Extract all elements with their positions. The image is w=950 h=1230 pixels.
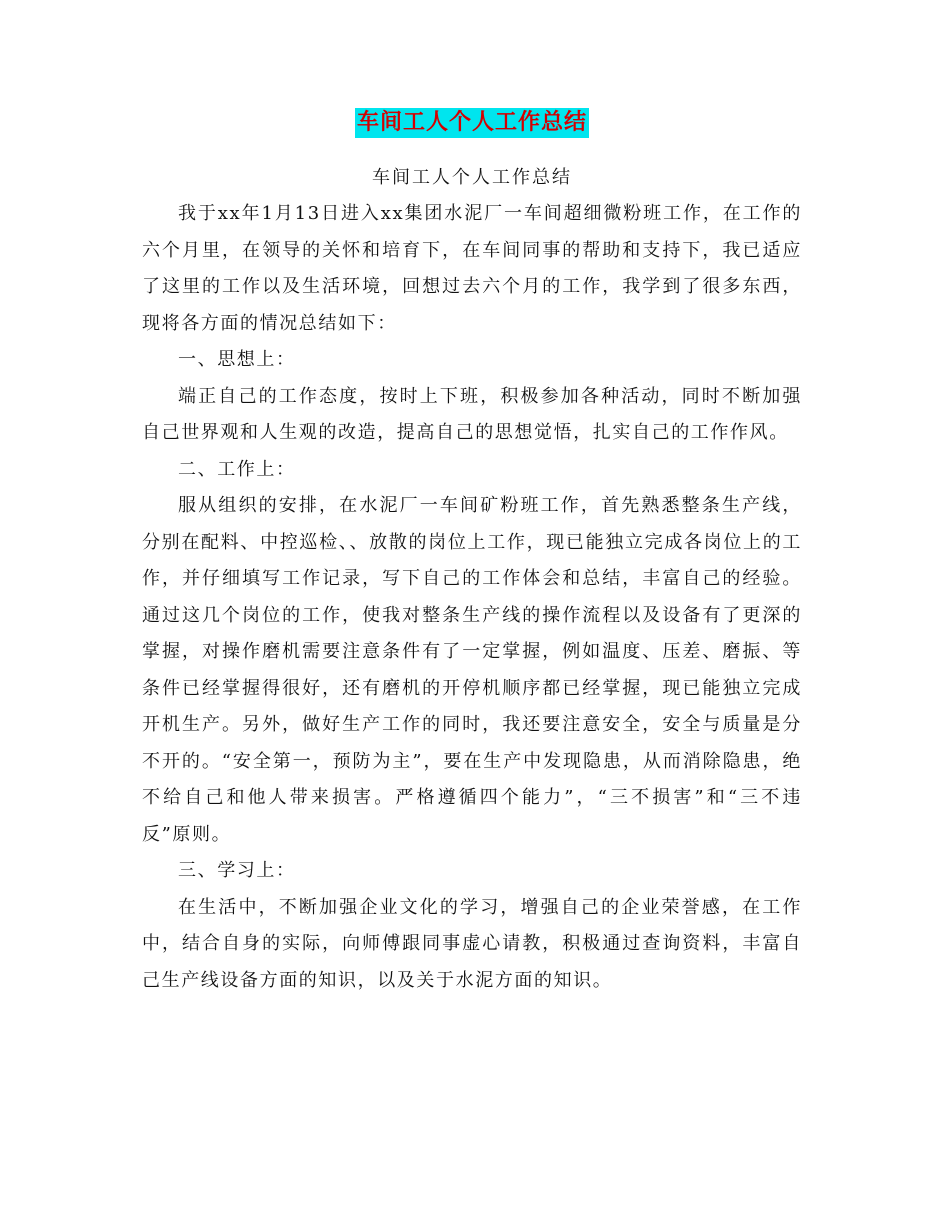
section-heading-thought: 一、思想上： (178, 349, 296, 370)
section-heading-work: 二、工作上： (178, 458, 296, 480)
section-body-thought: 端正自己的工作态度，按时上下班，积极参加各种活动，同时不断加强自己世界观和人生观的改造，提高自己的思想觉悟，扎实自己的工作作风。 (142, 385, 802, 443)
document-title: 车间工人个人工作总结 (355, 108, 589, 138)
document-page (142, 108, 802, 999)
section-body-study: 在生活中，不断加强企业文化的学习，增强自己的企业荣誉感，在工作中，结合自身的实际，向师傅跟同事虚心请教，积极通过查询资料，丰富自己生产线设备方面的知识，以及关于水泥方面的知识。 (142, 896, 802, 991)
title-wrap (142, 108, 802, 138)
intro-paragraph: 我于xx年1月13日进入xx集团水泥厂一车间超细微粉班工作，在工作的六个月里，在领导的关怀和培育下，在车间同事的帮助和支持下，我已适应了这里的工作以及生活环境，回想过去六个月的工作，我学到了很多东西，现将各方面的情况总结如下： (142, 203, 802, 334)
section-heading-study: 三、学习上： (178, 860, 296, 881)
section-body-work: 服从组织的安排，在水泥厂一车间矿粉班工作，首先熟悉整条生产线，分别在配料、中控巡检、、放散的岗位上工作，现已能独立完成各岗位上的工作，并仔细填写工作记录，写下自己的工作体会和总结，丰富自己的经验。通过这几个岗位的工作，使我对整条生产线的操作流程以及设备有了更深的掌握，对操作磨机需要注意条件有了一定掌握，例如温度、压差、磨振、等条件已经掌握得很好，还有磨机的开停机顺序都已经掌握，现已能独立完成开机生产。另外，做好生产工作的同时，我还要注意安全，安全与质量是分不开的。“安全第一，预防为主”，要在生产中发现隐患，从而消除隐患，绝不给自己和他人带来损害。严格遵循四个能力”，“三不损害”和“三不违反”原则。 (142, 495, 802, 845)
document-subtitle: 车间工人个人工作总结 (372, 167, 572, 188)
